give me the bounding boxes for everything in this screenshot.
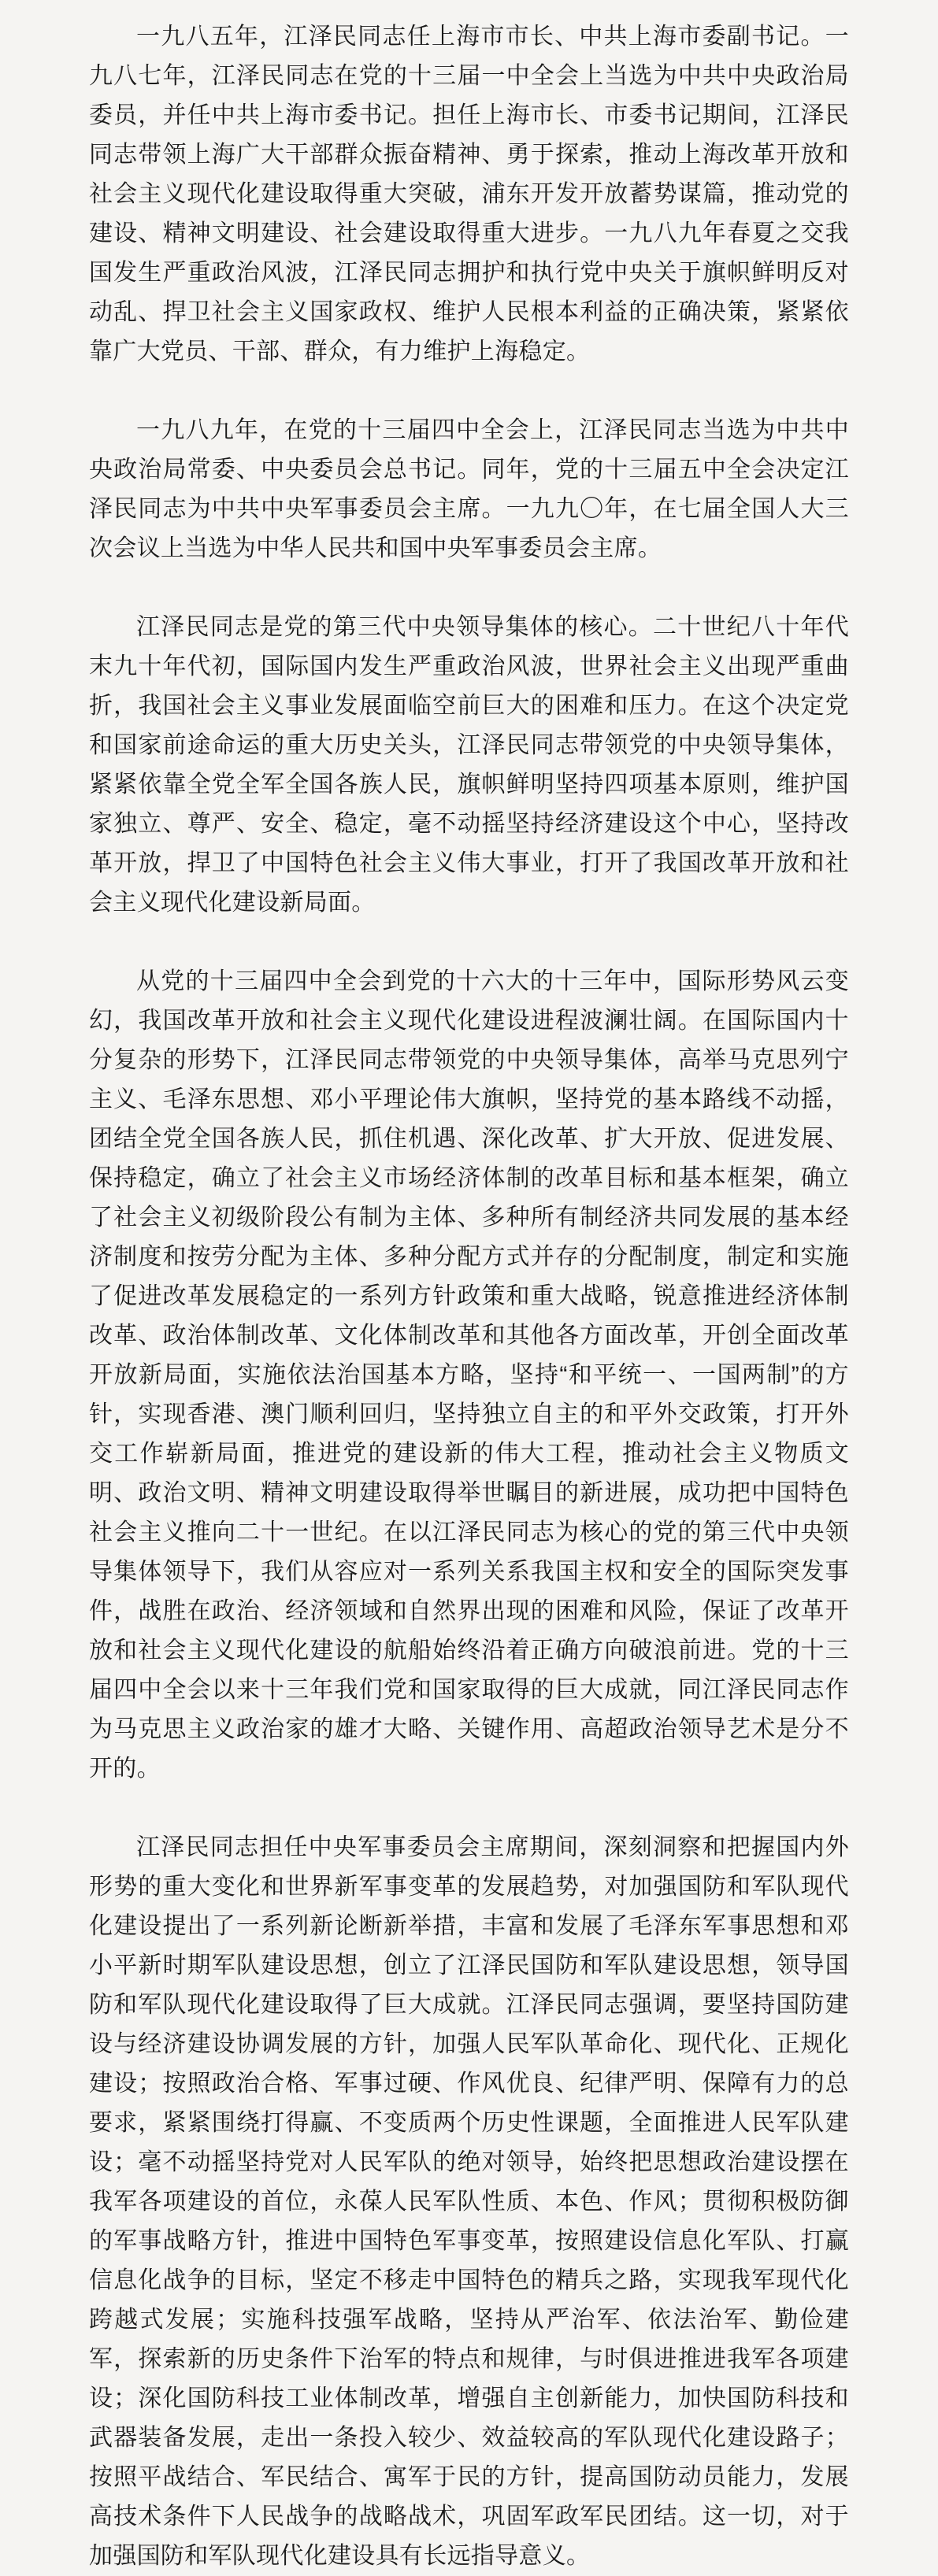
paragraph-shanghai-career: 一九八五年，江泽民同志任上海市市长、中共上海市委副书记。一九八七年，江泽民同志在党的十三届一中全会上当选为中共中央政治局委员，并任中共上海市委书记。担任上海市长、市委书记期间，江泽民同志带领上海广大干部群众振奋精神、勇于探索，推动上海改革开放和社会主义现代化建设取得重大突破，浦东开发开放蓄势谋篇，推动党的建设、精神文明建设、社会建设取得重大进步。一九八九年春夏之交我国发生严重政治风波，江泽民同志拥护和执行党中央关于旗帜鲜明反对动乱、捍卫社会主义国家政权、维护人民根本利益的正确决策，紧紧依靠广大党员、干部、群众，有力维护上海稳定。	[89, 24, 849, 365]
paragraph-military-commission-chairman: 江泽民同志担任中央军事委员会主席期间，深刻洞察和把握国内外形势的重大变化和世界新军事变革的发展趋势，对加强国防和军队现代化建设提出了一系列新论断新举措，丰富和发展了毛泽东军事思想和邓小平新时期军队建设思想，创立了江泽民国防和军队建设思想，领导国防和军队现代化建设取得了巨大成就。江泽民同志强调，要坚持国防建设与经济建设协调发展的方针，加强人民军队革命化、现代化、正规化建设；按照政治合格、军事过硬、作风优良、纪律严明、保障有力的总要求，紧紧围绕打得赢、不变质两个历史性课题，全面推进人民军队建设；毫不动摇坚持党对人民军队的绝对领导，始终把思想政治建设摆在我军各项建设的首位，永葆人民军队性质、本色、作风；贯彻积极防御的军事战略方针，推进中国特色军事变革，按照建设信息化军队、打赢信息化战争的目标，坚定不移走中国特色的精兵之路，实现我军现代化跨越式发展；实施科技强军战略，坚持从严治军、依法治军、勤俭建军，探索新的历史条件下治军的特点和规律，与时俱进推进我军各项建设；深化国防科技工业体制改革，增强自主创新能力，加快国防科技和武器装备发展，走出一条投入较少、效益较高的军队现代化建设路子；按照平战结合、军民结合、寓军于民的方针，提高国防动员能力，发展高技术条件下人民战争的战略战术，巩固军政军民团结。这一切，对于加强国防和军队现代化建设具有长远指导意义。	[89, 1834, 849, 2569]
paragraph-1989-elections: 一九八九年，在党的十三届四中全会上，江泽民同志当选为中共中央政治局常委、中央委员会总书记。同年，党的十三届五中全会决定江泽民同志为中共中央军事委员会主席。一九九〇年，在七届全国人大三次会议上当选为中华人民共和国中央军事委员会主席。	[89, 417, 849, 561]
paragraph-13th-to-16th-congress: 从党的十三届四中全会到党的十六大的十三年中，国际形势风云变幻，我国改革开放和社会主义现代化建设进程波澜壮阔。在国际国内十分复杂的形势下，江泽民同志带领党的中央领导集体，高举马克思列宁主义、毛泽东思想、邓小平理论伟大旗帜，坚持党的基本路线不动摇，团结全党全国各族人民，抓住机遇、深化改革、扩大开放、促进发展、保持稳定，确立了社会主义市场经济体制的改革目标和基本框架，确立了社会主义初级阶段公有制为主体、多种所有制经济共同发展的基本经济制度和按劳分配为主体、多种分配方式并存的分配制度，制定和实施了促进改革发展稳定的一系列方针政策和重大战略，锐意推进经济体制改革、政治体制改革、文化体制改革和其他各方面改革，开创全面改革开放新局面，实施依法治国基本方略，坚持“和平统一、一国两制”的方针，实现香港、澳门顺利回归，坚持独立自主的和平外交政策，打开外交工作崭新局面，推进党的建设新的伟大工程，推动社会主义物质文明、政治文明、精神文明建设取得举世瞩目的新进展，成功把中国特色社会主义推向二十一世纪。在以江泽民同志为核心的党的第三代中央领导集体领导下，我们从容应对一系列关系我国主权和安全的国际突发事件，战胜在政治、经济领域和自然界出现的困难和风险，保证了改革开放和社会主义现代化建设的航船始终沿着正确方向破浪前进。党的十三届四中全会以来十三年我们党和国家取得的巨大成就，同江泽民同志作为马克思主义政治家的雄才大略、关键作用、高超政治领导艺术是分不开的。	[89, 968, 849, 1782]
paragraph-third-generation-core: 江泽民同志是党的第三代中央领导集体的核心。二十世纪八十年代末九十年代初，国际国内发生严重政治风波，世界社会主义出现严重曲折，我国社会主义事业发展面临空前巨大的困难和压力。在这个决定党和国家前途命运的重大历史关头，江泽民同志带领党的中央领导集体，紧紧依靠全党全军全国各族人民，旗帜鲜明坚持四项基本原则，维护国家独立、尊严、安全、稳定，毫不动摇坚持经济建设这个中心，坚持改革开放，捍卫了中国特色社会主义伟大事业，打开了我国改革开放和社会主义现代化建设新局面。	[89, 614, 849, 916]
